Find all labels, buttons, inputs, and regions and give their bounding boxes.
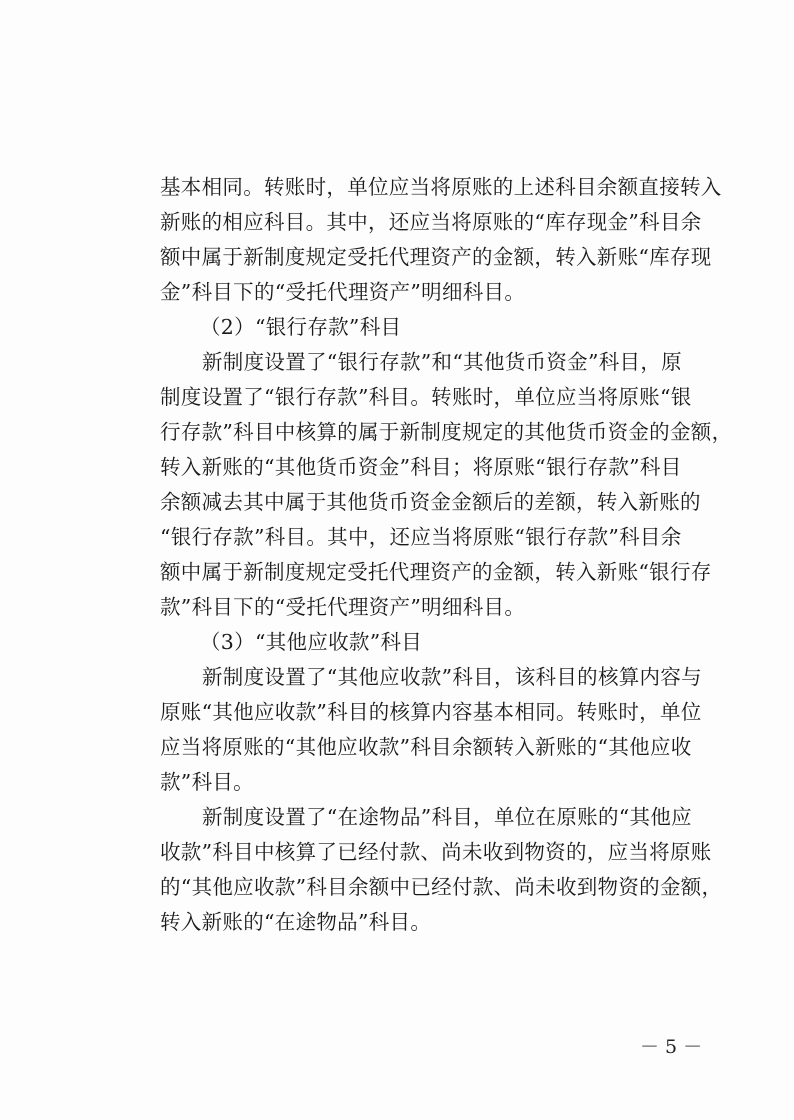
text-line: 转入新账的“在途物品”科目。 — [160, 910, 432, 934]
text-line: 金”科目下的“受托代理资产”明细科目。 — [160, 280, 526, 304]
text-line: 新账的相应科目。其中，还应当将原账的“库存现金”科目余 — [160, 210, 702, 234]
text-line: 新制度设置了“在途物品”科目，单位在原账的“其他应 — [202, 805, 692, 829]
text-line: “银行存款”科目。其中，还应当将原账“银行存款”科目余 — [160, 525, 682, 549]
text-line: 制度设置了“银行存款”科目。转账时，单位应当将原账“银 — [160, 385, 692, 409]
text-line: 的“其他应收款”科目余额中已经付款、尚未收到物资的金额， — [160, 875, 723, 899]
text-line: 转入新账的“其他货币资金”科目；将原账“银行存款”科目 — [160, 455, 682, 479]
text-line: 款”科目下的“受托代理资产”明细科目。 — [160, 595, 526, 619]
text-line: 应当将原账的“其他应收款”科目余额转入新账的“其他应收 — [160, 735, 692, 759]
text-line: 新制度设置了“其他应收款”科目，该科目的核算内容与 — [202, 665, 702, 689]
text-line: 额中属于新制度规定受托代理资产的金额，转入新账“库存现 — [160, 245, 712, 269]
text-line: 余额减去其中属于其他货币资金金额后的差额，转入新账的 — [160, 490, 701, 514]
section-heading: （2）“银行存款”科目 — [200, 315, 402, 339]
section-heading: （3）“其他应收款”科目 — [200, 630, 423, 654]
text-line: 额中属于新制度规定受托代理资产的金额，转入新账“银行存 — [160, 560, 712, 584]
text-line: 收款”科目中核算了已经付款、尚未收到物资的，应当将原账 — [160, 840, 712, 864]
text-line: 行存款”科目中核算的属于新制度规定的其他货币资金的金额， — [160, 420, 733, 444]
body-text — [160, 170, 733, 940]
text-line: 原账“其他应收款”科目的核算内容基本相同。转账时，单位 — [160, 700, 702, 724]
text-line: 款”科目。 — [160, 770, 254, 794]
text-line: 基本相同。转账时，单位应当将原账的上述科目余额直接转入 — [160, 175, 722, 199]
page-number: － 5 － — [640, 1036, 703, 1058]
text-line: 新制度设置了“银行存款”和“其他货币资金”科目，原 — [202, 350, 682, 374]
